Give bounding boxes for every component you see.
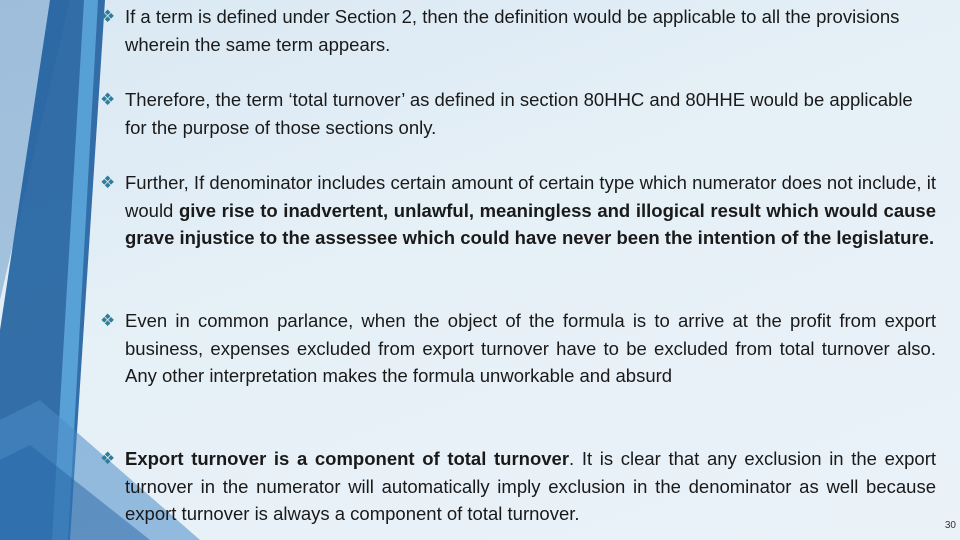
bullet-text: If a term is defined under Section 2, then the definition would be applicable to all the provisions wherein the same term appears.	[125, 6, 900, 55]
page-number: 30	[944, 520, 956, 531]
bullet-text: Therefore, the term ‘total turnover’ as defined in section 80HHC and 80HHE would be applicable for the purpose of those sections only.	[125, 89, 913, 138]
bullet-item	[100, 445, 936, 528]
bullet-item	[100, 86, 936, 141]
bullet-text	[125, 445, 936, 528]
diamond-bullet-icon: ❖	[100, 311, 116, 330]
diamond-bullet-icon: ❖	[100, 90, 116, 109]
bullet-text: Even in common parlance, when the object of the formula is to arrive at the profit from export business, expenses excluded from export turnover have to be excluded from total turnover also. Any other interpretation makes the formula unworkable and absurd	[125, 310, 936, 386]
bullet-item	[100, 307, 936, 390]
diamond-bullet-icon: ❖	[100, 173, 116, 192]
diamond-bullet-icon: ❖	[100, 7, 116, 26]
bullet-text-plain: Further, If denominator includes certain amount of certain type which numerator does not include, it would	[125, 172, 936, 221]
bullet-text-plain: . It is clear that any exclusion in the export turnover in the numerator will automatically imply exclusion in the denominator as well because export turnover is always a component of total turnover.	[125, 448, 936, 524]
bullet-text-bold: give rise to inadvertent, unlawful, meaningless and illogical result which would cause grave injustice to the assessee which could have never been the intention of the legislature.	[125, 199, 936, 248]
bullet-text-bold: Export turnover is a component of total turnover	[125, 448, 570, 469]
bullet-item	[100, 169, 936, 252]
bullet-item	[100, 3, 936, 58]
bullet-text	[125, 169, 936, 252]
diamond-bullet-icon: ❖	[100, 449, 116, 468]
